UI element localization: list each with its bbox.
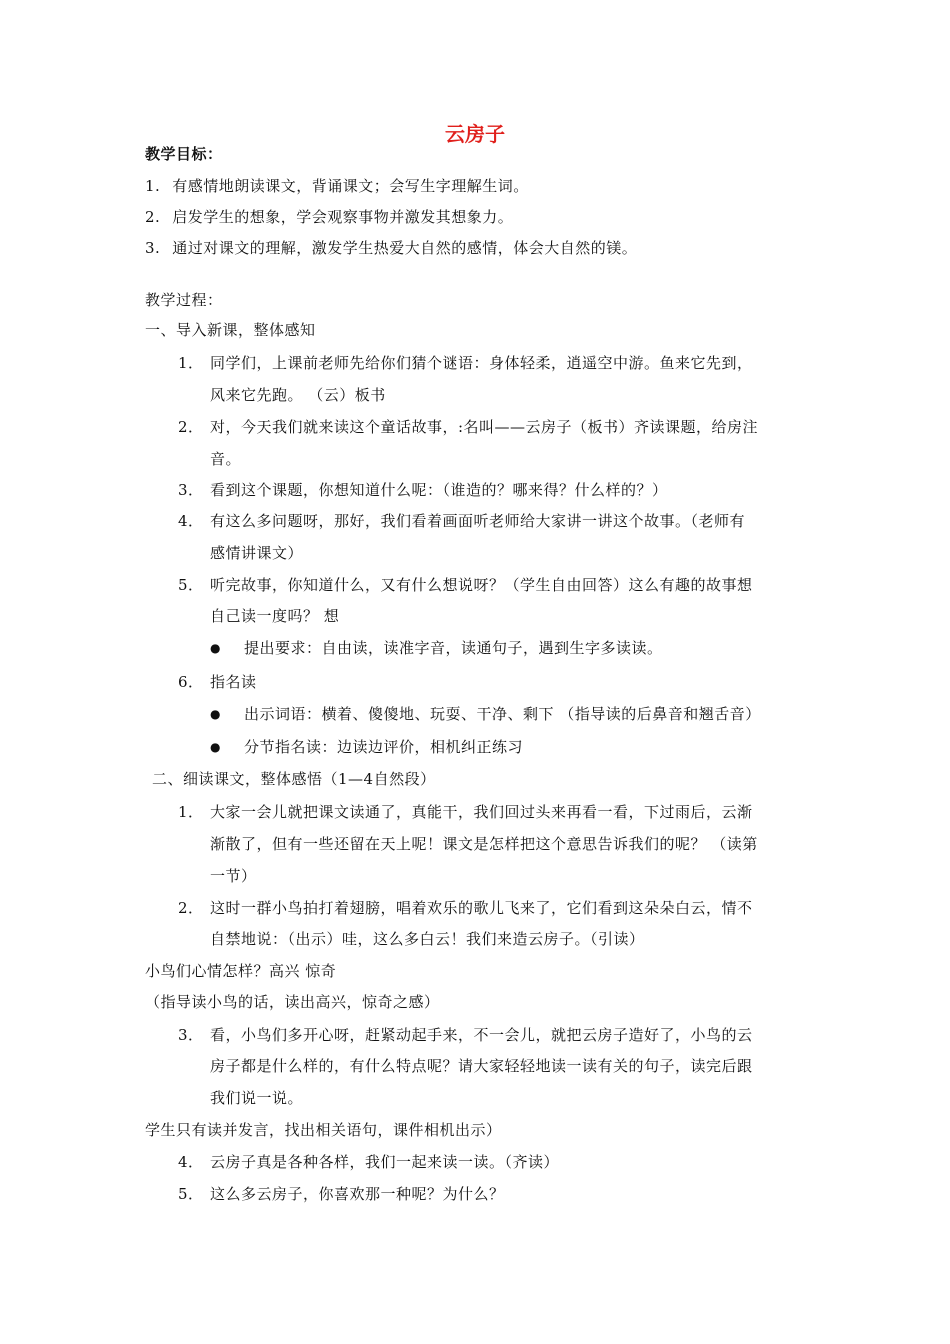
objective-text: 启发学生的想象，学会观察事物并激发其想象力。 — [172, 208, 514, 226]
item-text: 一节） — [210, 867, 257, 885]
bullet-text: 分节指名读：边读边评价，相机纠正练习 — [244, 738, 524, 756]
item-text: 我们说一说。 — [210, 1089, 304, 1107]
item-text: 风来它先跑。 （云）板书 — [210, 386, 386, 404]
item-text: 音。 — [210, 450, 242, 468]
item-number: 3． — [178, 481, 204, 499]
bullet-icon: ● — [210, 707, 221, 721]
paragraph: （指导读小鸟的话，读出高兴，惊奇之感） — [145, 993, 440, 1011]
item-text: 自己读一度吗？ 想 — [210, 607, 340, 625]
bullet-text: 出示词语：横着、傻傻地、玩耍、干净、剩下 （指导读的后鼻音和翘舌音） — [244, 705, 761, 723]
page-title: 云房子 — [445, 122, 505, 146]
objective-number: 3. — [145, 239, 161, 257]
item-text: 渐散了，但有一些还留在天上呢！课文是怎样把这个意思告诉我们的呢？ （读第 — [210, 835, 758, 853]
bullet-text: 提出要求：自由读，读准字音，读通句子，遇到生字多读读。 — [244, 639, 663, 657]
section-heading: 一、导入新课，整体感知 — [145, 321, 316, 339]
item-text: 看到这个课题，你想知道什么呢：（谁造的？哪来得？什么样的？） — [210, 481, 668, 499]
objective-item — [145, 238, 637, 258]
section-heading: 二、细读课文，整体感悟（1—4自然段） — [152, 770, 436, 788]
item-number: 6． — [178, 673, 204, 691]
objective-item — [145, 207, 513, 227]
process-heading: 教学过程： — [145, 291, 223, 309]
paragraph: 小鸟们心情怎样？高兴 惊奇 — [145, 962, 337, 980]
item-text: 同学们，上课前老师先给你们猜个谜语：身体轻柔，逍遥空中游。鱼来它先到， — [210, 354, 753, 372]
bullet-icon: ● — [210, 641, 221, 655]
item-text: 感情讲课文） — [210, 544, 304, 562]
item-number: 1． — [178, 354, 204, 372]
item-text: 对，今天我们就来读这个童话故事，:名叫——云房子（板书）齐读课题，给房注 — [210, 418, 759, 436]
item-number: 3． — [178, 1026, 204, 1044]
item-number: 5． — [178, 1185, 204, 1203]
item-number: 5． — [178, 576, 204, 594]
item-number: 4． — [178, 512, 204, 530]
item-text: 这时一群小鸟拍打着翅膀，唱着欢乐的歌儿飞来了，它们看到这朵朵白云，情不 — [210, 899, 753, 917]
objective-number: 1. — [145, 177, 161, 195]
paragraph: 学生只有读并发言，找出相关语句，课件相机出示） — [145, 1121, 502, 1139]
item-text: 大家一会儿就把课文读通了，真能干，我们回过头来再看一看，下过雨后，云渐 — [210, 803, 753, 821]
item-text: 听完故事，你知道什么，又有什么想说呀？（学生自由回答）这么有趣的故事想 — [210, 576, 753, 594]
item-text: 看，小鸟们多开心呀，赶紧动起手来，不一会儿，就把云房子造好了，小鸟的云 — [210, 1026, 753, 1044]
item-text: 这么多云房子，你喜欢那一种呢？为什么？ — [210, 1185, 505, 1203]
objective-number: 2. — [145, 208, 161, 226]
item-number: 2． — [178, 899, 204, 917]
item-text: 房子都是什么样的，有什么特点呢？请大家轻轻地读一读有关的句子，读完后跟 — [210, 1057, 753, 1075]
objective-text: 有感情地朗读课文，背诵课文；会写生字理解生词。 — [172, 177, 529, 195]
bullet-icon: ● — [210, 740, 221, 754]
item-text: 指名读 — [210, 673, 257, 691]
objective-text: 通过对课文的理解，激发学生热爱大自然的感情，体会大自然的镁。 — [172, 239, 638, 257]
item-text: 有这么多问题呀，那好，我们看着画面听老师给大家讲一讲这个故事。（老师有 — [210, 512, 746, 530]
item-number: 1． — [178, 803, 204, 821]
item-text: 自禁地说：（出示）哇，这么多白云！我们来造云房子。（引读） — [210, 930, 645, 948]
objective-item — [145, 176, 529, 196]
item-text: 云房子真是各种各样，我们一起来读一读。（齐读） — [210, 1153, 560, 1171]
item-number: 4． — [178, 1153, 204, 1171]
item-number: 2． — [178, 418, 204, 436]
objectives-heading: 教学目标： — [145, 145, 223, 163]
